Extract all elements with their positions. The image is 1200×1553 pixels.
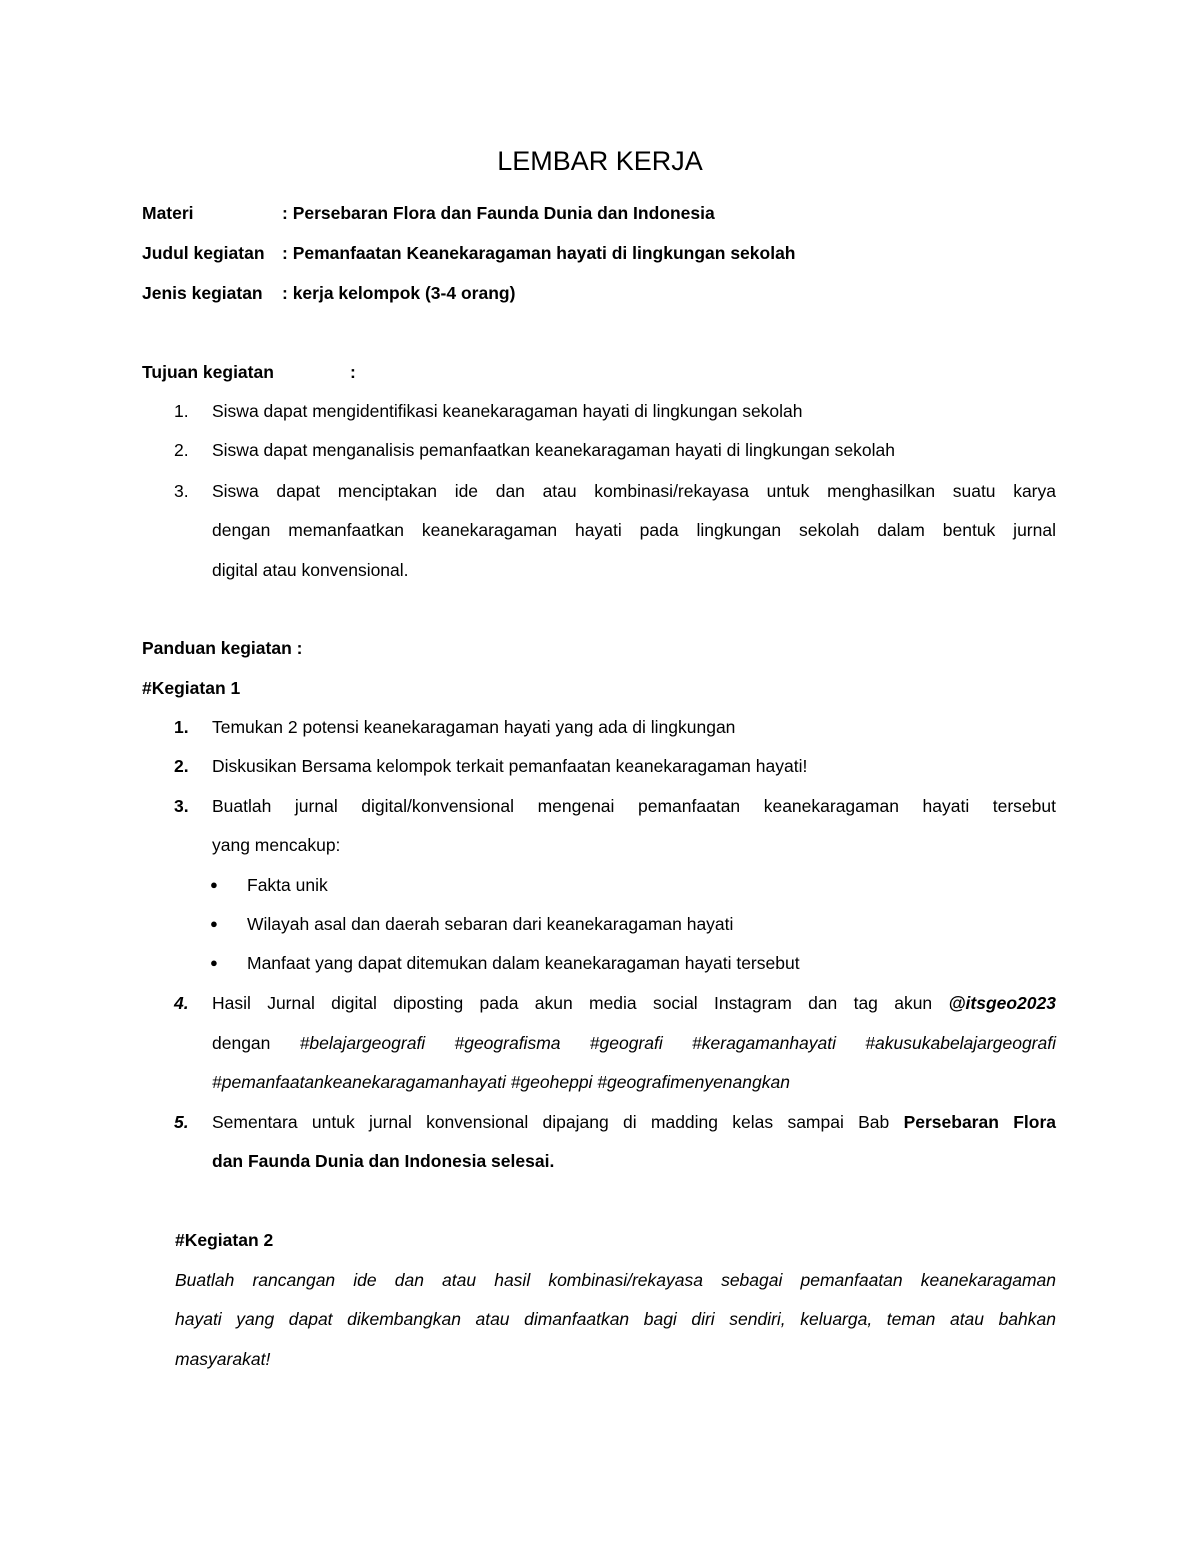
bullet-icon: ● bbox=[210, 877, 218, 892]
kegiatan1-item-number: 2. bbox=[174, 756, 189, 776]
tujuan-item-number: 3. bbox=[174, 481, 189, 501]
instagram-handle: @itsgeo2023 bbox=[948, 993, 1056, 1013]
kegiatan1-item-text: Temukan 2 potensi keanekaragaman hayati yang ada di lingkungan bbox=[212, 717, 736, 737]
hashtags: #belajargeografi #geografisma #geografi #keragamanhayati #akusukabelajargeografi bbox=[299, 1033, 1056, 1053]
kegiatan1-item-number: 3. bbox=[174, 796, 189, 816]
kegiatan1-item-number: 5. bbox=[174, 1112, 189, 1132]
kegiatan1-item-text-line bbox=[212, 993, 1056, 1014]
kegiatan2-text-line: hayati yang dapat dikembangkan atau dimanfaatkan bagi diri sendiri, keluarga, teman atau bahkan bbox=[175, 1309, 1056, 1329]
tujuan-item-text-line: dengan memanfaatkan keanekaragaman hayati pada lingkungan sekolah dalam bentuk jurnal bbox=[212, 520, 1056, 540]
kegiatan1-item-text-line bbox=[212, 1112, 1056, 1133]
bullet-item: Fakta unik bbox=[247, 875, 328, 895]
kegiatan1-item-number: 1. bbox=[174, 717, 189, 737]
kegiatan1-item-text: Diskusikan Bersama kelompok terkait pemanfaatan keanekaragaman hayati! bbox=[212, 756, 808, 776]
kegiatan2-label: #Kegiatan 2 bbox=[175, 1230, 274, 1250]
tujuan-item-number: 2. bbox=[174, 440, 189, 460]
kegiatan1-item-text-line: Buatlah jurnal digital/konvensional mengenai pemanfaatan keanekaragaman hayati tersebut bbox=[212, 796, 1056, 816]
tujuan-item-text: Siswa dapat menganalisis pemanfaatkan keanekaragaman hayati di lingkungan sekolah bbox=[212, 440, 895, 460]
judul-value: : Pemanfaatan Keanekaragaman hayati di lingkungan sekolah bbox=[282, 243, 796, 263]
instruction-text: Hasil Jurnal digital diposting pada akun media social Instagram dan tag akun bbox=[212, 993, 933, 1013]
jenis-label: Jenis kegiatan bbox=[142, 283, 263, 303]
kegiatan1-item-text-line: yang mencakup: bbox=[212, 835, 341, 855]
bullet-icon: ● bbox=[210, 916, 218, 931]
tujuan-item-text-line: Siswa dapat menciptakan ide dan atau kombinasi/rekayasa untuk menghasilkan suatu karya bbox=[212, 481, 1056, 501]
tujuan-item-text-line: digital atau konvensional. bbox=[212, 560, 409, 580]
materi-label: Materi bbox=[142, 203, 194, 223]
kegiatan1-item-text-line: dan Faunda Dunia dan Indonesia selesai. bbox=[212, 1151, 555, 1171]
bullet-icon: ● bbox=[210, 955, 218, 970]
materi-value: : Persebaran Flora dan Faunda Dunia dan Indonesia bbox=[282, 203, 715, 223]
bullet-item: Manfaat yang dapat ditemukan dalam keanekaragaman hayati tersebut bbox=[247, 953, 800, 973]
kegiatan1-item-number: 4. bbox=[174, 993, 189, 1013]
document-title: LEMBAR KERJA bbox=[497, 146, 703, 176]
instruction-text: Sementara untuk jurnal konvensional dipajang di madding kelas sampai Bab bbox=[212, 1112, 890, 1132]
dengan-text: dengan bbox=[212, 1033, 271, 1053]
tujuan-item-text: Siswa dapat mengidentifikasi keanekaragaman hayati di lingkungan sekolah bbox=[212, 401, 803, 421]
kegiatan1-label: #Kegiatan 1 bbox=[142, 678, 241, 698]
jenis-value: : kerja kelompok (3-4 orang) bbox=[282, 283, 516, 303]
tujuan-colon: : bbox=[350, 362, 356, 382]
judul-label: Judul kegiatan bbox=[142, 243, 265, 263]
panduan-label: Panduan kegiatan : bbox=[142, 638, 303, 658]
kegiatan2-text-line: Buatlah rancangan ide dan atau hasil kombinasi/rekayasa sebagai pemanfaatan keanekaragaman bbox=[175, 1270, 1056, 1290]
kegiatan1-item-text-line bbox=[212, 1033, 1056, 1054]
kegiatan2-text-line: masyarakat! bbox=[175, 1349, 271, 1369]
hashtags: #pemanfaatankeanekaragamanhayati #geoheppi #geografimenyenangkan bbox=[212, 1072, 790, 1092]
bullet-item: Wilayah asal dan daerah sebaran dari keanekaragaman hayati bbox=[247, 914, 734, 934]
tujuan-item-number: 1. bbox=[174, 401, 189, 421]
bab-name: Persebaran Flora bbox=[903, 1112, 1056, 1132]
tujuan-label: Tujuan kegiatan bbox=[142, 362, 274, 382]
